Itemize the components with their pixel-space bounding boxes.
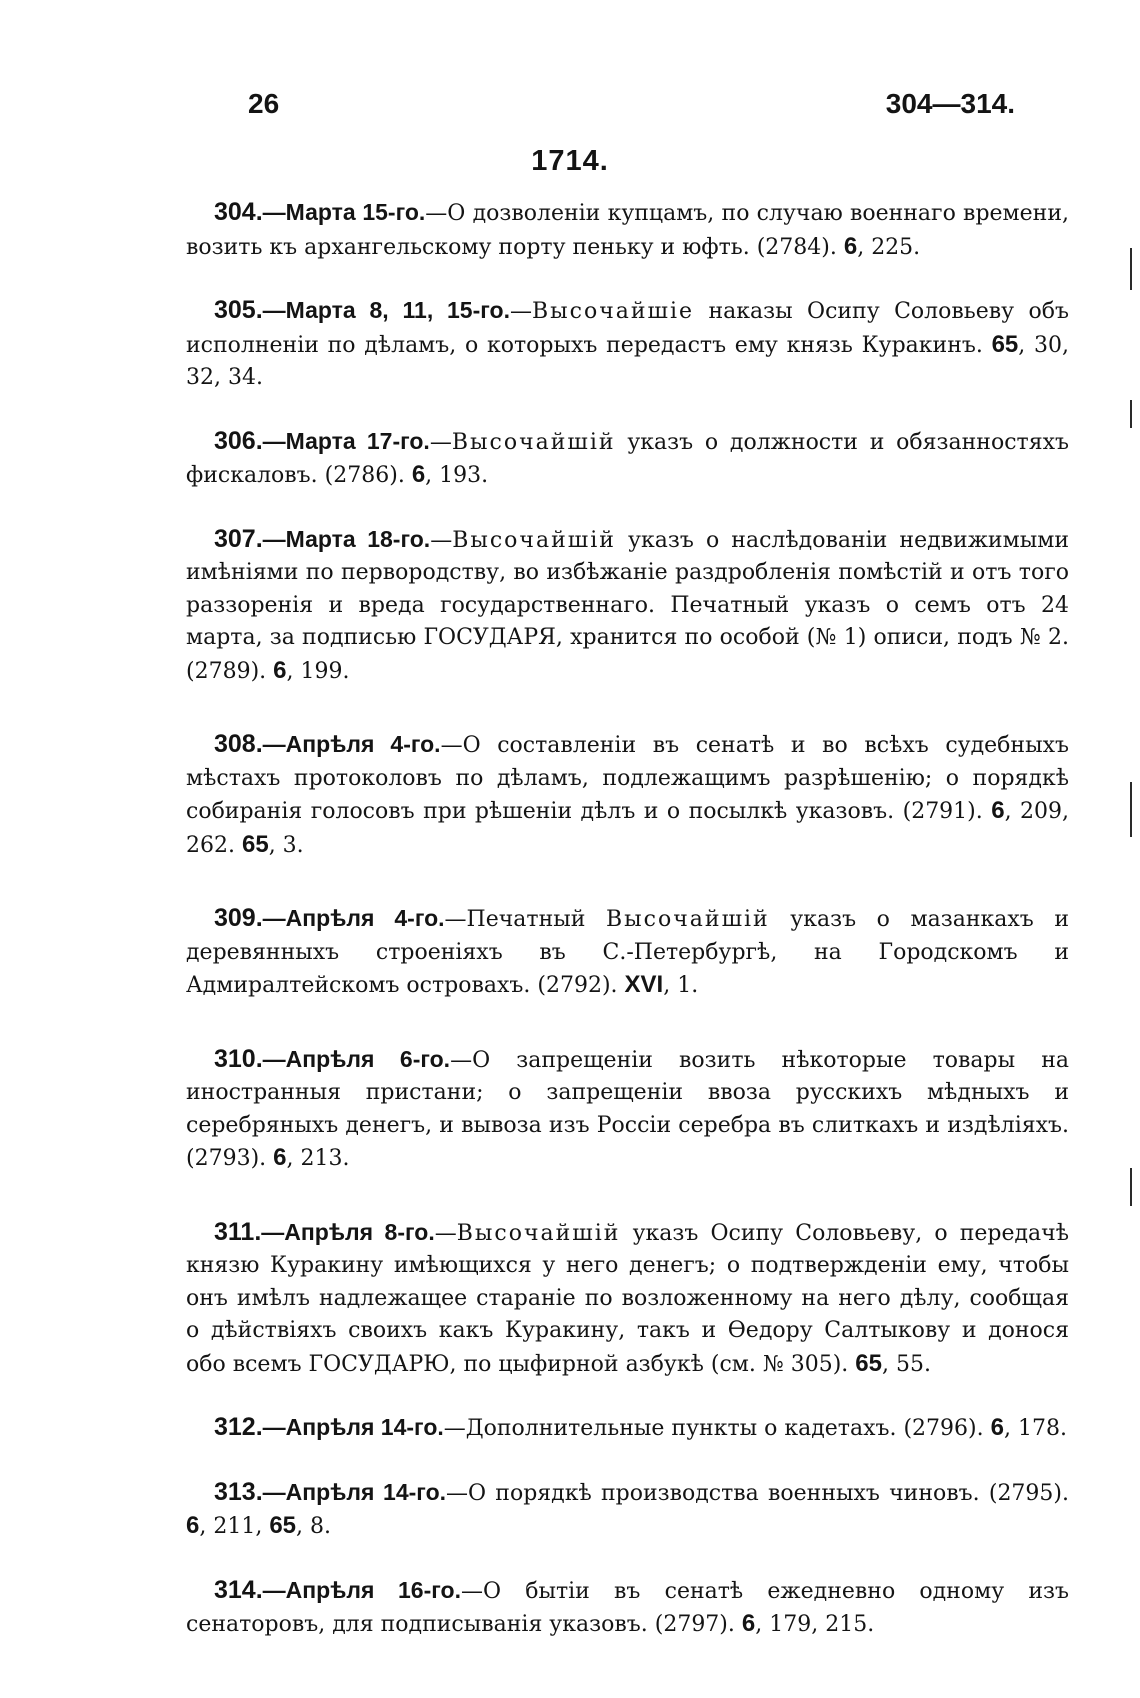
entry-311 [186, 1216, 1069, 1382]
entry-number: 305. [214, 296, 263, 324]
volume-ref: 6 [273, 1144, 287, 1171]
entry-number: 309. [214, 904, 263, 932]
entry-number: 312. [214, 1413, 263, 1441]
page-ref: , 211, [199, 1514, 270, 1539]
page-ref: , 8. [296, 1514, 332, 1539]
page-ref: , 3. [268, 832, 304, 858]
entry-text: —О бытіи въ сенатѣ ежедневно одному изъ сенаторовъ, для подписыванія указовъ. (2797). [186, 1578, 1070, 1637]
volume-ref: 6 [186, 1512, 200, 1539]
volume-ref: 6 [990, 1414, 1004, 1441]
entry-text: —О запрещеніи возить нѣкоторые товары на иностранныя пристани; о запрещеніи ввоза русскихъ мѣдныхъ и серебряныхъ денегъ, и вывоза изъ Россіи серебра въ слиткахъ и издѣліяхъ. (2793). [186, 1047, 1069, 1171]
entry-text: указъ о мазанкахъ и деревянныхъ строеніяхъ въ С.-Петербургѣ, на Городскомъ и Адмиралтейскомъ островахъ. (2792). [186, 907, 1069, 998]
entry-date: —Марта 8, 11, 15-го. [262, 297, 510, 323]
entry-text: —О порядкѣ производства военныхъ чиновъ. (2795). [446, 1480, 1070, 1506]
entry-emphasis: Высочайшій [456, 1220, 621, 1246]
entry-date: —Апрѣля 8-го. [261, 1218, 435, 1245]
entry-309 [186, 902, 1069, 1003]
entry-date: —Марта 15-го. [262, 199, 426, 225]
volume-ref: 65 [855, 1349, 882, 1377]
volume-ref: 6 [991, 797, 1005, 824]
entry-number: 310. [214, 1044, 263, 1073]
entry-314 [186, 1574, 1069, 1642]
entry-number: 307. [214, 524, 263, 553]
volume-ref: 65 [241, 830, 269, 858]
volume-ref: 6 [843, 232, 858, 260]
entry-emphasis: Высочайшіе [531, 299, 695, 324]
volume-ref: 65 [991, 330, 1019, 358]
entry-306 [186, 425, 1069, 493]
entry-date: —Марта 18-го. [262, 525, 431, 552]
page-header [240, 88, 1015, 124]
volume-ref: XVI [624, 971, 664, 998]
entry-number: 306. [214, 426, 263, 455]
entry-text: указъ Осипу Соловьеву, о передачѣ князю Куракину имѣющихся у него денегъ; о подтвержденіи ему, чтобы онъ имѣлъ надлежащее стараніе по возложенному на него дѣлу, сообщая о дѣйствіяхъ своихъ какъ Куракину, такъ и Ѳедору Салтыкову и донося обо всемъ ГОСУДАРЮ, по цыфирной азбукѣ (см. № 305). [186, 1220, 1069, 1377]
page-ref: , 179, 215. [755, 1612, 875, 1637]
entry-text: указъ о наслѣдованіи недвижимыми имѣніями по первородству, во избѣжаніе раздробленія помѣстій и отъ того раззоренія и вреда государственнаго. Печатный указъ о семъ отъ 24 марта, за подписью ГОСУДАРЯ, хранится по особой (№ 1) описи, подъ № 2. (2789). [186, 527, 1069, 684]
page-ref: , 209, 262. [186, 799, 1069, 858]
entry-date: —Апрѣля 4-го. [262, 905, 445, 931]
page-ref: , 30, 32, 34. [186, 332, 1069, 390]
scan-edge-mark [1130, 248, 1132, 290]
entry-emphasis: Высочайшій [451, 429, 616, 455]
page-ref: , 1. [663, 973, 699, 998]
entry-date: —Марта 17-го. [262, 427, 430, 454]
entry-number: 304. [214, 198, 263, 226]
entry-number: 314. [214, 1575, 263, 1604]
entry-305 [186, 294, 1069, 395]
page-ref: , 199. [286, 658, 350, 684]
entry-307 [186, 523, 1069, 689]
entry-text: — [509, 299, 532, 324]
entry-date: —Апрѣля 4-го. [262, 731, 441, 757]
entry-number: 311. [214, 1217, 262, 1246]
entry-text: — [429, 429, 452, 455]
entry-text: —О дозволеніи купцамъ, по случаю военнаго времени, возить къ архангельскому порту пеньку и юфть. (2784). [186, 201, 1069, 260]
scan-edge-mark [1130, 1168, 1132, 1206]
entry-313 [186, 1476, 1069, 1544]
entry-list [186, 196, 1069, 1642]
entry-text: —Печатный [444, 907, 606, 932]
entry-304 [186, 196, 1069, 264]
entry-310 [186, 1043, 1069, 1176]
scan-edge-mark [1130, 782, 1132, 837]
entry-date: —Апрѣля 6-го. [262, 1045, 451, 1072]
entry-date: —Апрѣля 16-го. [262, 1576, 461, 1603]
volume-ref: 6 [411, 461, 426, 488]
entry-text: — [430, 527, 453, 553]
page-number: 26 [248, 88, 280, 119]
entry-number: 313. [214, 1477, 263, 1506]
year-heading: 1714. [531, 145, 609, 177]
volume-ref: 6 [273, 656, 287, 684]
entry-text: наказы Осипу Соловьеву объ исполненіи по дѣламъ, о которыхъ передастъ ему князь Куракинъ. [186, 299, 1069, 358]
entry-date: —Апрѣля 14-го. [262, 1414, 444, 1440]
entry-range: 304—314. [885, 88, 1015, 119]
volume-ref: 65 [269, 1512, 297, 1539]
page-ref: , 213. [286, 1146, 350, 1171]
scan-edge-mark [1130, 400, 1132, 428]
entry-emphasis: Высочайшій [452, 527, 616, 553]
page-ref: , 193. [425, 463, 489, 488]
page-ref: , 225. [857, 234, 921, 260]
entry-text: — [434, 1220, 457, 1246]
entry-number: 308. [214, 730, 263, 758]
entry-text: —О составленіи въ сенатѣ и во всѣхъ судебныхъ мѣстахъ протоколовъ по дѣламъ, подлежащимъ разрѣшенію; о порядкѣ собиранія голосовъ при рѣшеніи дѣлъ и о посылкѣ указовъ. (2791). [186, 733, 1069, 824]
volume-ref: 6 [741, 1610, 756, 1637]
entry-text: —Дополнительные пункты о кадетахъ. (2796). [443, 1416, 991, 1441]
page-ref: , 55. [881, 1351, 931, 1377]
entry-308 [186, 728, 1069, 862]
entry-date: —Апрѣля 14-го. [262, 1478, 447, 1505]
entry-text: указъ о должности и обязанностяхъ фискаловъ. (2786). [186, 429, 1069, 488]
entry-312 [186, 1411, 1069, 1446]
entry-emphasis: Высочайшій [606, 907, 770, 932]
page-ref: , 178. [1003, 1416, 1067, 1441]
